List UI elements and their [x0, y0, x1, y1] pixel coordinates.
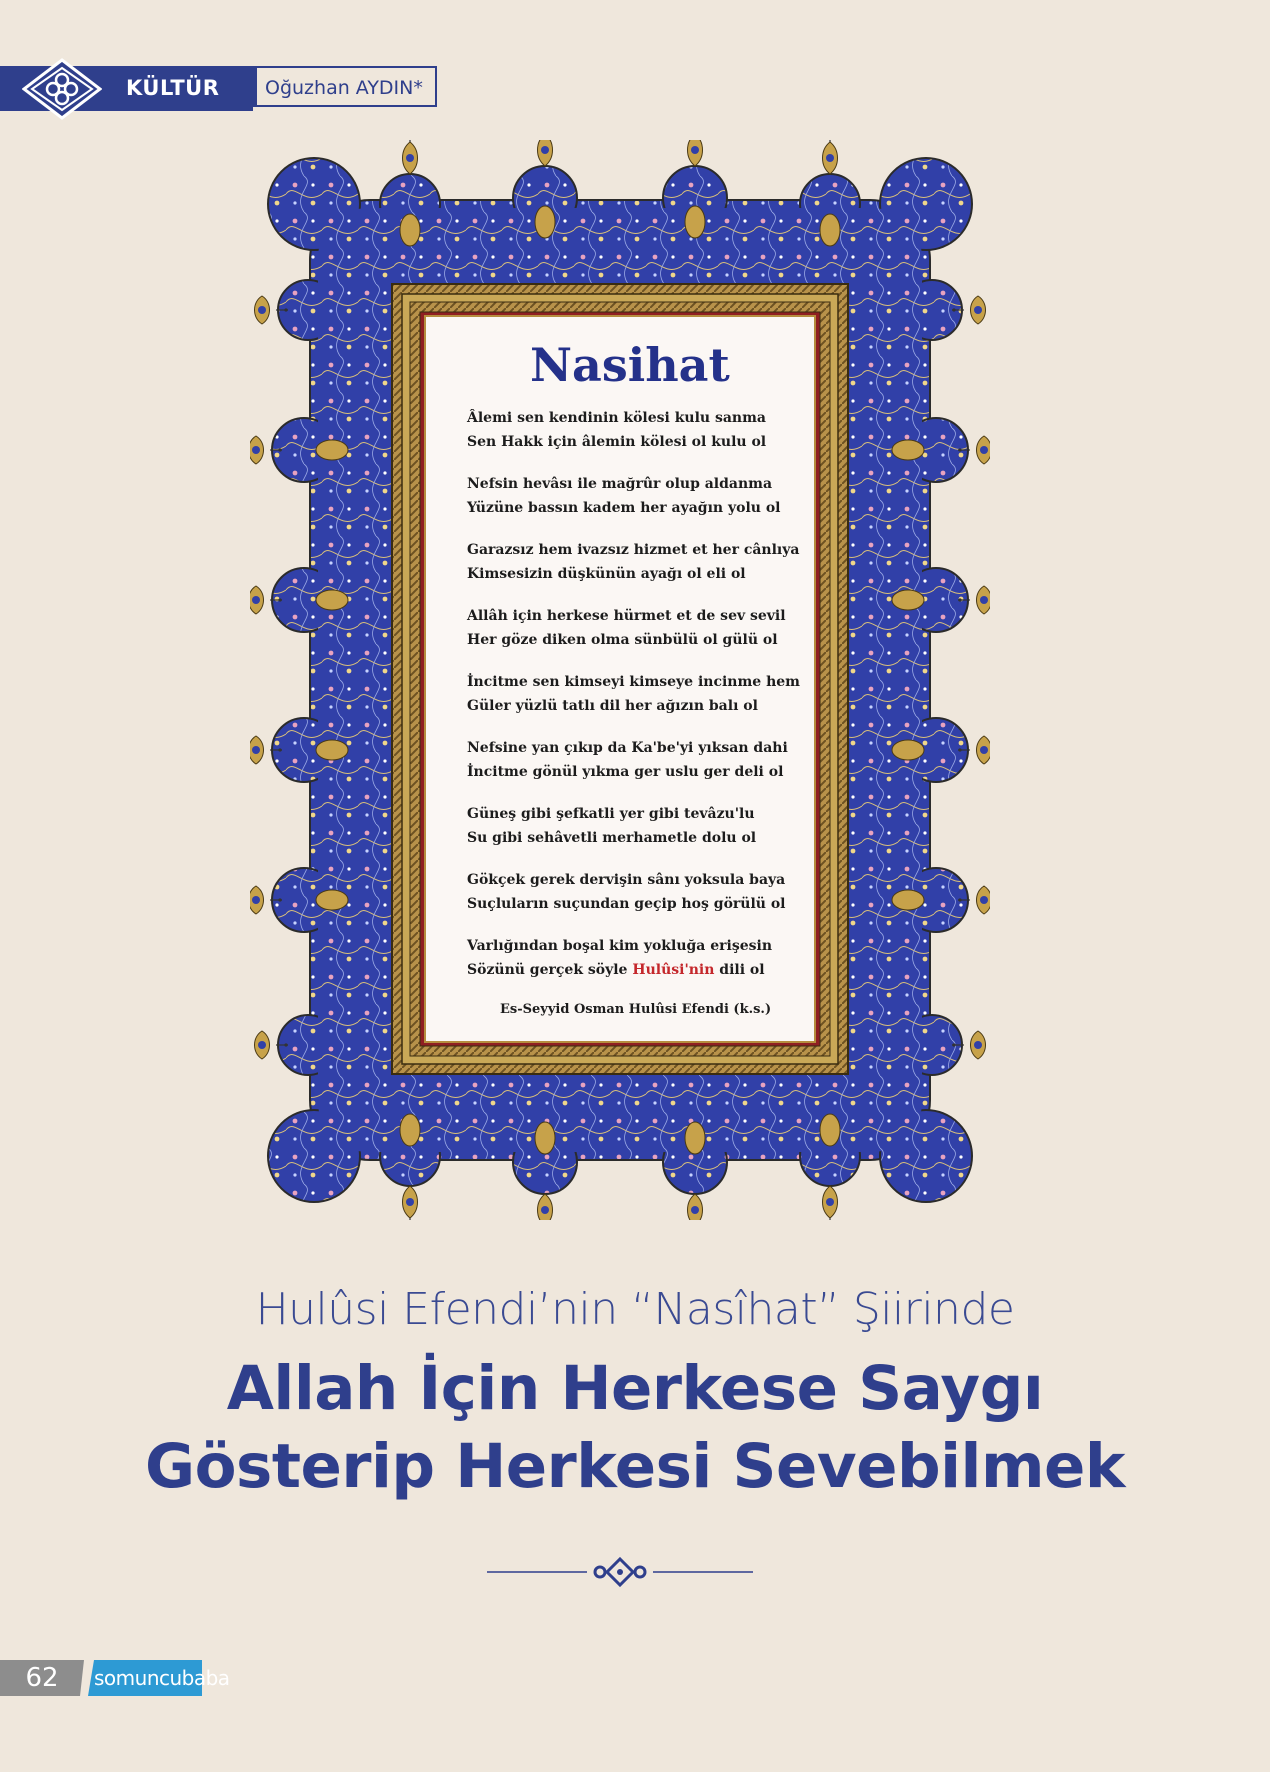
poem-line: İncitme sen kimseyi kimseye incinme hem [467, 674, 800, 690]
footer-divider [80, 1660, 94, 1696]
poem-line: Gökçek gerek dervişin sânı yoksula baya [467, 872, 786, 888]
poem-line: Güler yüzlü tatlı dil her ağızın balı ol [467, 698, 758, 714]
ornament-emblem-icon [22, 58, 102, 120]
poem-signature: Es-Seyyid Osman Hulûsi Efendi (k.s.) [500, 1002, 772, 1017]
page-number: 62 [0, 1660, 84, 1696]
poem-body [467, 406, 800, 1000]
poem-stanza [467, 802, 787, 868]
poem-stanza [467, 934, 787, 1000]
poem-line: Garazsız hem ivazsız hizmet et her cânlıya [467, 542, 800, 558]
poem-stanza [467, 736, 787, 802]
poem-stanza [467, 670, 800, 736]
poem-line-text: Sözünü gerçek söyle [467, 962, 633, 978]
poem-stanza [467, 868, 787, 934]
poem-line [467, 958, 787, 982]
author-name: Oğuzhan AYDIN* [253, 66, 437, 107]
poem-line: Allâh için herkese hürmet et de sev sevil [467, 608, 786, 624]
poem-line: Varlığından boşal kim yokluğa erişesin [467, 938, 773, 954]
poem-line: Âlemi sen kendinin kölesi kulu sanma [467, 410, 766, 426]
poem-line: Nefsin hevâsı ile mağrûr olup aldanma [467, 476, 773, 492]
article-title [0, 1350, 1270, 1506]
poem-line: Nefsine yan çıkıp da Ka'be'yi yıksan dahi [467, 740, 788, 756]
poem-line: Sen Hakk için âlemin kölesi ol kulu ol [467, 434, 767, 450]
poem-line: Her göze diken olma sünbülü ol gülü ol [467, 632, 778, 648]
poem-line: Yüzüne bassın kadem her ayağın yolu ol [467, 500, 781, 516]
magazine-name: somuncubaba [84, 1660, 202, 1696]
article-title-line: Gösterip Herkesi Sevebilmek [145, 1431, 1125, 1502]
divider-ornament-icon [485, 1556, 755, 1588]
poem-line-text: dili ol [714, 962, 765, 978]
section-label: KÜLTÜR [126, 76, 220, 100]
poem-line: Güneş gibi şefkatli yer gibi tevâzu'lu [467, 806, 755, 822]
poem-line: Kimsesizin düşkünün ayağı ol eli ol [467, 566, 746, 582]
poem-stanza [467, 538, 800, 604]
poem-stanza [467, 406, 787, 472]
poem-line: Su gibi sehâvetli merhametle dolu ol [467, 830, 757, 846]
article-subtitle: Hulûsi Efendi’nin “Nasîhat” Şiirinde [255, 1284, 1015, 1335]
poem-line: İncitme gönül yıkma ger uslu ger deli ol [467, 764, 784, 780]
poem-line: Suçluların suçundan geçip hoş görülü ol [467, 896, 786, 912]
article-title-line: Allah İçin Herkese Saygı [226, 1353, 1044, 1424]
page-footer [0, 1660, 230, 1696]
poem-title: Nasihat [530, 338, 730, 392]
poem-stanza [467, 472, 787, 538]
section-header [0, 66, 437, 111]
poet-name-highlight: Hulûsi'nin [632, 962, 715, 978]
poem-stanza [467, 604, 787, 670]
